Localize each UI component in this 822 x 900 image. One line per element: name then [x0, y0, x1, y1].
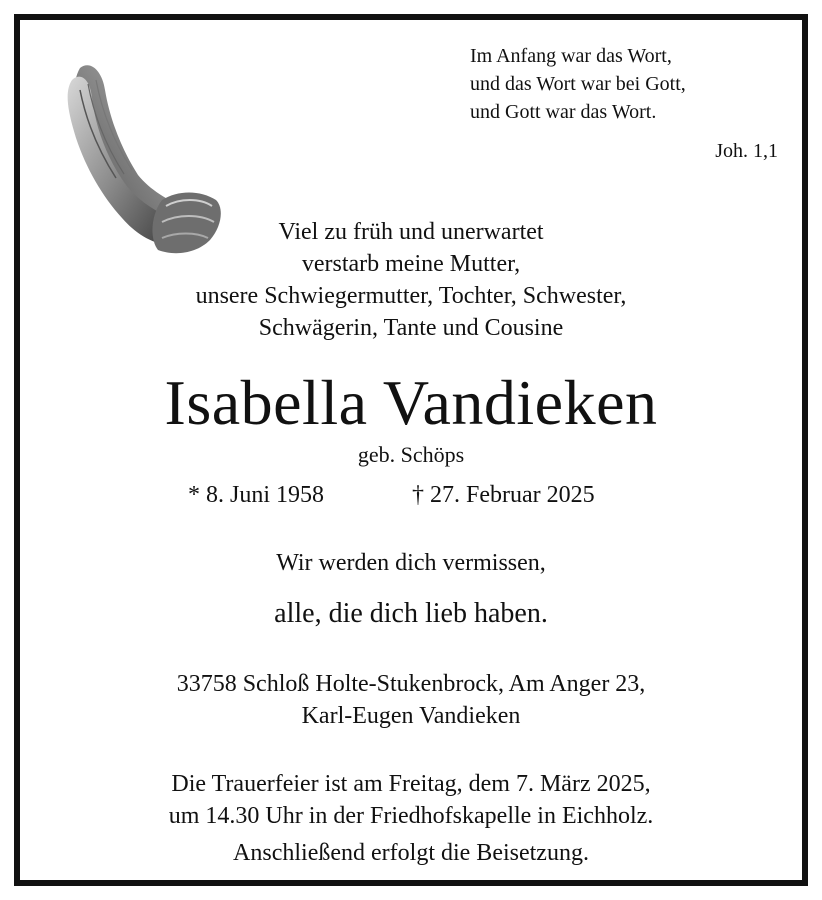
funeral-line: Die Trauerfeier ist am Freitag, dem 7. März 2025, [171, 771, 651, 797]
address-block [20, 668, 802, 732]
verse-line: und Gott war das Wort. [470, 101, 657, 123]
burial-line: Anschließend erfolgt die Beisetzung. [233, 840, 589, 866]
funeral-info [20, 768, 802, 832]
miss-line: Wir werden dich vermissen, [276, 550, 546, 576]
maiden-name: geb. Schöps [357, 442, 465, 467]
intro-text [20, 216, 802, 344]
birth-date: * 8. Juni 1958 [188, 482, 325, 508]
intro-line: unsere Schwiegermutter, Tochter, Schwester, [195, 283, 627, 309]
address-line: 33758 Schloß Holte-Stukenbrock, Am Anger 23, [176, 671, 646, 697]
address-name: Karl-Eugen Vandieken [301, 703, 521, 729]
deceased-name: Isabella Vandieken [164, 367, 658, 438]
intro-line: verstarb meine Mutter, [301, 251, 521, 277]
bible-verse [470, 42, 686, 126]
verse-reference: Joh. 1,1 [715, 140, 778, 162]
verse-line: und das Wort war bei Gott, [470, 73, 686, 95]
signers-line: alle, die dich lieb haben. [274, 598, 548, 629]
death-date: † 27. Februar 2025 [412, 482, 595, 508]
intro-line: Viel zu früh und unerwartet [278, 219, 544, 245]
intro-line: Schwägerin, Tante und Cousine [258, 315, 564, 341]
funeral-line: um 14.30 Uhr in der Friedhofskapelle in Eichholz. [168, 803, 654, 829]
obituary-notice [14, 14, 808, 886]
verse-line: Im Anfang war das Wort, [470, 45, 672, 67]
